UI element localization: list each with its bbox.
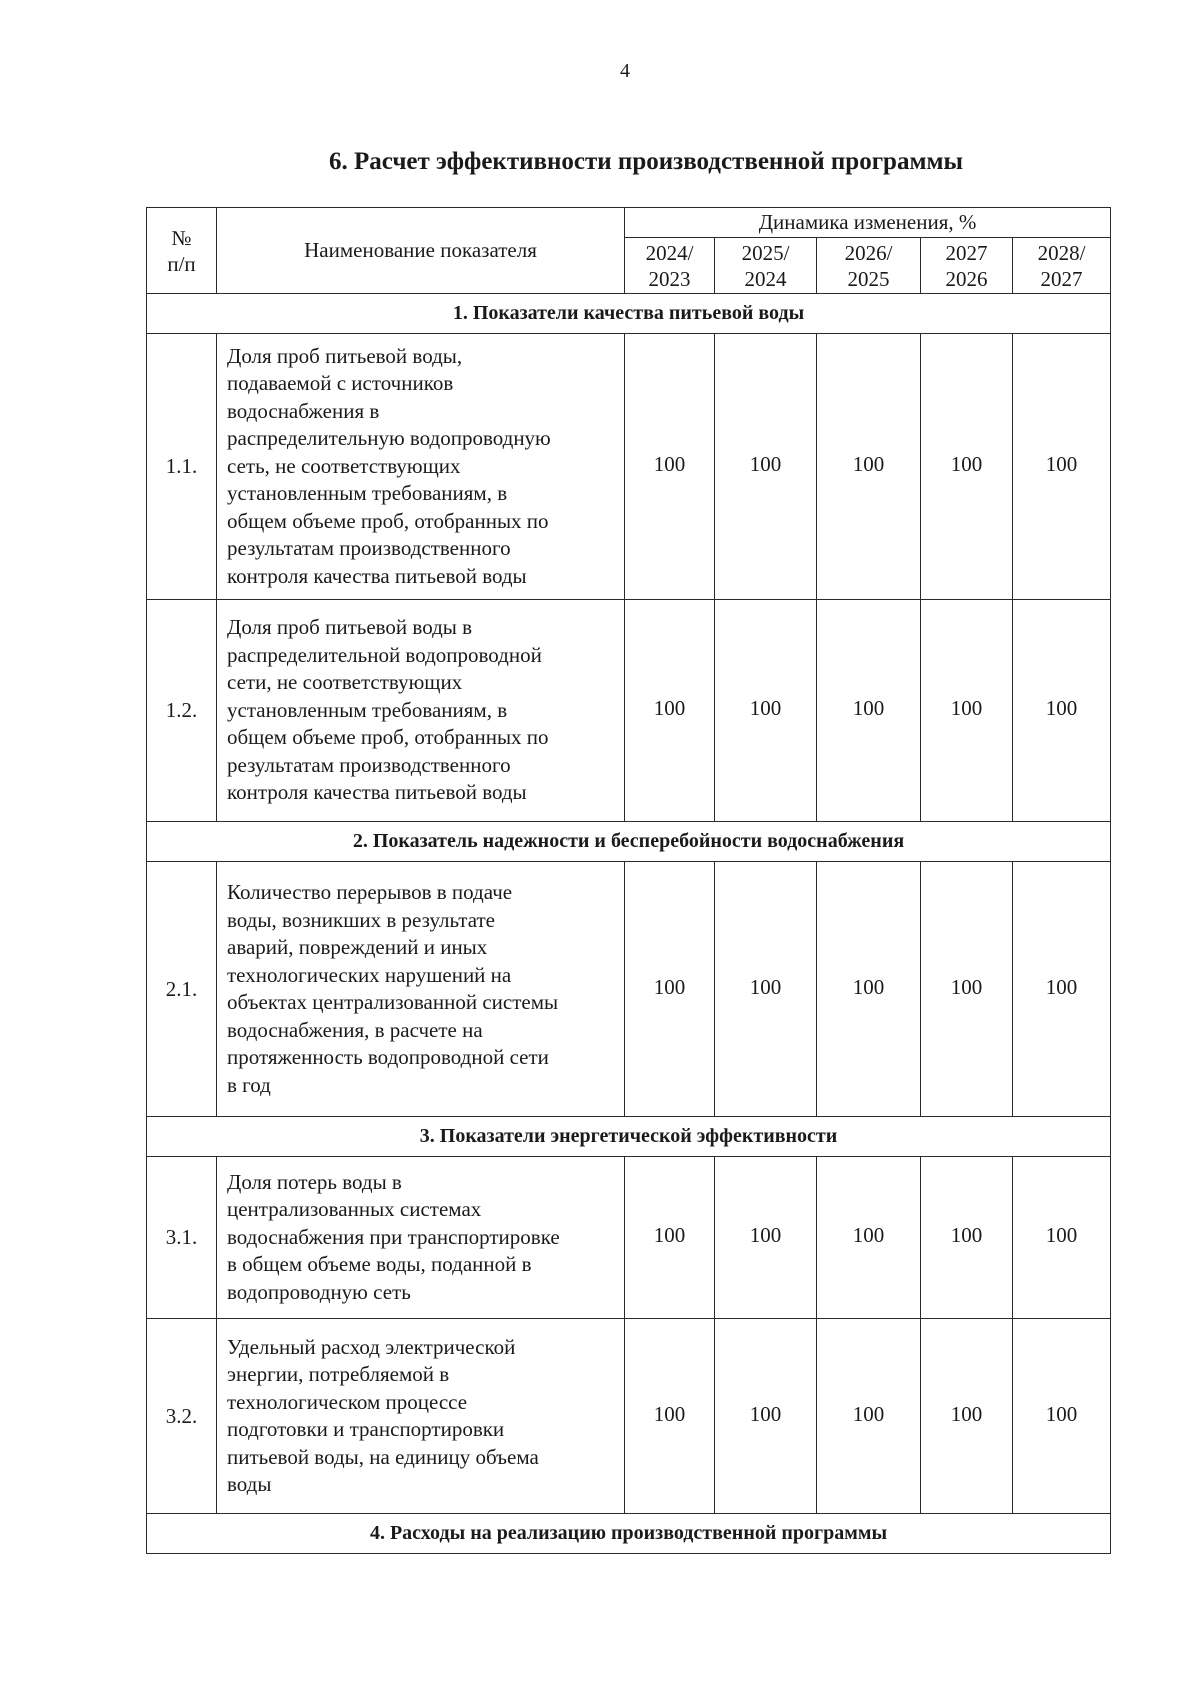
section-row — [147, 1117, 1111, 1157]
table-row — [147, 1319, 1111, 1514]
table-row — [147, 862, 1111, 1117]
dynamics-value: 100 — [625, 860, 715, 1115]
row-number: 2.1. — [147, 862, 217, 1117]
dynamics-value: 100 — [715, 860, 817, 1115]
indicator-name-line: воды, возникших в результате — [227, 907, 496, 932]
indicator-name-line: сети, не соответствующих — [227, 670, 463, 695]
section-row — [147, 1514, 1111, 1554]
dynamics-value: 100 — [1013, 860, 1111, 1115]
indicator-name — [217, 1319, 625, 1514]
indicator-name-line: энергии, потребляемой в — [227, 1362, 450, 1386]
indicator-name-line: контроля качества питьевой воды — [227, 780, 527, 805]
indicator-name-line: в год — [227, 1072, 271, 1097]
indicator-name-line: в общем объеме воды, поданной в — [227, 1252, 532, 1277]
dynamics-value: 100 — [715, 1155, 817, 1317]
header-num-label-2: п/п — [167, 251, 196, 276]
indicator-name-line: результатам производственного — [227, 752, 511, 777]
table-row — [147, 600, 1111, 822]
indicator-name-line: контроля качества питьевой воды — [227, 563, 527, 588]
dynamics-value: 100 — [817, 598, 921, 820]
header-num — [147, 208, 217, 294]
header-year-4: 2027 2026 — [921, 238, 1013, 294]
indicator-name-line: установленным требованиям, в — [227, 481, 508, 506]
indicator-name-line: подаваемой с источников — [227, 371, 454, 396]
indicator-name-line: сеть, не соответствующих — [227, 453, 461, 478]
dynamics-value: 100 — [715, 1317, 817, 1512]
dynamics-value: 100 — [715, 598, 817, 820]
indicator-name-line: водоснабжения в — [227, 398, 380, 423]
row-number: 1.2. — [147, 600, 217, 822]
section-title: 2. Показатель надежности и бесперебойности водоснабжения — [147, 822, 1111, 862]
indicator-name-line: аварий, повреждений и иных — [227, 935, 488, 959]
dynamics-value: 100 — [625, 332, 715, 598]
indicator-name-line: Доля потерь воды в — [227, 1169, 402, 1194]
header-dynamics: Динамика изменения, % — [625, 208, 1111, 238]
indicator-name-line: объектах централизованной системы — [227, 990, 559, 1014]
indicator-name-line: общем объеме проб, отобранных по — [227, 508, 549, 533]
indicator-name — [217, 600, 625, 822]
indicator-name-line: Доля проб питьевой воды, — [227, 343, 463, 368]
indicator-name-line: установленным требованиям, в — [227, 697, 508, 722]
indicator-name-line: распределительной водопроводной — [227, 642, 542, 667]
section-title: 1. Показатели качества питьевой воды — [147, 294, 1111, 334]
header-year-2: 2025/ 2024 — [715, 238, 817, 294]
indicator-name-line: водопроводную сеть — [227, 1279, 411, 1304]
row-number: 1.1. — [147, 334, 217, 600]
indicator-name-line: технологическом процессе — [227, 1389, 468, 1414]
dynamics-value: 100 — [817, 1317, 921, 1512]
header-num-label: № — [171, 225, 192, 250]
indicator-name-line: питьевой воды, на единицу объема — [227, 1444, 539, 1469]
row-number: 3.1. — [147, 1157, 217, 1319]
indicator-name-line: распределительную водопроводную — [227, 426, 551, 451]
dynamics-value: 100 — [817, 332, 921, 598]
section-row — [147, 822, 1111, 862]
indicator-name-line: подготовки и транспортировки — [227, 1417, 505, 1441]
dynamics-value: 100 — [921, 1317, 1013, 1512]
efficiency-table — [146, 207, 1111, 1554]
indicator-name-line: Доля проб питьевой воды в — [227, 615, 473, 640]
indicator-name-line: воды — [227, 1472, 272, 1496]
indicator-name-line: протяженность водопроводной сети — [227, 1045, 549, 1069]
dynamics-value: 100 — [921, 598, 1013, 820]
indicator-name-line: результатам производственного — [227, 536, 511, 561]
document-title: 6. Расчет эффективности производственной программы — [328, 148, 964, 175]
dynamics-value: 100 — [817, 860, 921, 1115]
dynamics-value: 100 — [625, 1155, 715, 1317]
section-title: 3. Показатели энергетической эффективности — [147, 1117, 1111, 1157]
row-number: 3.2. — [147, 1319, 217, 1514]
section-title: 4. Расходы на реализацию производственной программы — [147, 1514, 1111, 1554]
indicator-name-line: водоснабжения при транспортировке — [227, 1224, 560, 1249]
dynamics-value: 100 — [1013, 1155, 1111, 1317]
indicator-name-line: общем объеме проб, отобранных по — [227, 725, 549, 750]
indicator-name — [217, 334, 625, 600]
indicator-name-line: Количество перерывов в подаче — [227, 880, 513, 904]
indicator-name-line: централизованных системах — [227, 1197, 482, 1222]
dynamics-value: 100 — [921, 1155, 1013, 1317]
dynamics-value: 100 — [817, 1155, 921, 1317]
dynamics-value: 100 — [1013, 598, 1111, 820]
indicator-name — [217, 862, 625, 1117]
dynamics-value: 100 — [625, 598, 715, 820]
dynamics-value: 100 — [1013, 332, 1111, 598]
section-row — [147, 294, 1111, 334]
header-year-3: 2026/ 2025 — [817, 238, 921, 294]
table-row — [147, 334, 1111, 600]
header-year-5: 2028/ 2027 — [1013, 238, 1111, 294]
dynamics-value: 100 — [1013, 1317, 1111, 1512]
dynamics-value: 100 — [921, 860, 1013, 1115]
indicator-name — [217, 1157, 625, 1319]
dynamics-value: 100 — [715, 332, 817, 598]
dynamics-value: 100 — [921, 332, 1013, 598]
dynamics-value: 100 — [625, 1317, 715, 1512]
indicator-name-line: технологических нарушений на — [227, 962, 512, 987]
header-year-1: 2024/ 2023 — [625, 238, 715, 294]
header-indicator-name: Наименование показателя — [217, 208, 625, 294]
table-row — [147, 1157, 1111, 1319]
indicator-name-line: Удельный расход электрической — [227, 1334, 516, 1359]
indicator-name-line: водоснабжения, в расчете на — [227, 1017, 483, 1042]
page-number: 4 — [620, 60, 630, 82]
